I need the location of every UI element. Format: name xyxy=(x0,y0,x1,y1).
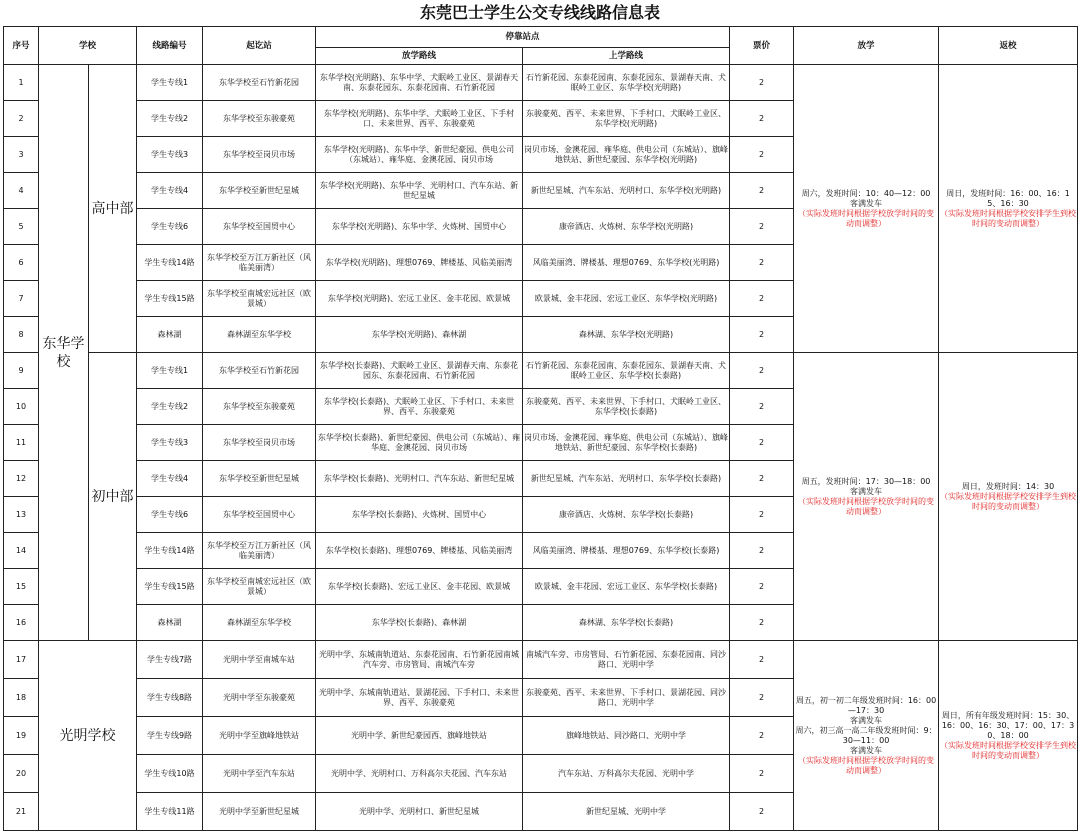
cell-index: 13 xyxy=(4,497,39,533)
school-guangming: 光明学校 xyxy=(39,641,137,831)
cell-after-school-route: 东华学校(光明路)、东华中学、光明村口、汽车东站、新世纪星城 xyxy=(316,173,523,209)
cell-after-school-route: 东华学校(光明路)、东华中学、犬眠岭工业区、景湖春天南、东泰花园东、东泰花园南、石竹新花园 xyxy=(316,65,523,101)
cell-route-no: 学生专线14路 xyxy=(137,533,203,569)
gm-after-adjust-note: （实际发班时间根据学校放学时间的变动而调整） xyxy=(798,755,935,775)
header-route-no: 线路编号 xyxy=(137,27,203,65)
header-after-school-route: 放学路线 xyxy=(316,48,523,65)
cell-after-school-route: 光明中学、光明村口、新世纪星城 xyxy=(316,793,523,831)
cell-fare: 2 xyxy=(730,569,794,605)
junior-return-time: 周日，发班时间：14：30 xyxy=(961,481,1055,491)
cell-index: 17 xyxy=(4,641,39,679)
cell-route-no: 学生专线4 xyxy=(137,461,203,497)
table-row xyxy=(4,353,1078,389)
cell-start-end: 森林湖至东华学校 xyxy=(203,605,316,641)
cell-to-school-route: 康帝酒店、火炼树、东华学校(光明路) xyxy=(523,209,730,245)
bus-route-table xyxy=(3,26,1078,831)
header-school: 学校 xyxy=(39,27,137,65)
cell-start-end: 东华学校至岗贝市场 xyxy=(203,137,316,173)
header-index: 序号 xyxy=(4,27,39,65)
cell-fare: 2 xyxy=(730,389,794,425)
cell-fare: 2 xyxy=(730,605,794,641)
senior-after-time: 周六，发班时间：10：40—12：00 xyxy=(801,188,931,198)
cell-route-no: 学生专线14路 xyxy=(137,245,203,281)
gm-return-time: 周日，所有年级发班时间：15：30、16：00、16：30、17：00、17：30、18：00 xyxy=(941,710,1075,740)
cell-to-school-route: 东骏豪苑、西平、未来世界、下手村口、景湖花园、同沙路口、光明中学 xyxy=(523,679,730,717)
cell-route-no: 学生专线2 xyxy=(137,389,203,425)
cell-index: 10 xyxy=(4,389,39,425)
cell-index: 6 xyxy=(4,245,39,281)
cell-fare: 2 xyxy=(730,245,794,281)
junior-after-adjust-note: （实际发班时间根据学校放学时间的变动而调整） xyxy=(798,496,935,516)
cell-fare: 2 xyxy=(730,793,794,831)
cell-route-no: 学生专线3 xyxy=(137,137,203,173)
cell-fare: 2 xyxy=(730,533,794,569)
cell-to-school-route: 石竹新花园、东泰花园南、东泰花园东、景湖春天南、犬眠岭工业区、东华学校(光明路) xyxy=(523,65,730,101)
gm-return-adjust-note: （实际发班时间根据学校安排学生到校时间的变动而调整） xyxy=(940,740,1077,760)
table-row xyxy=(4,65,1078,101)
cell-index: 7 xyxy=(4,281,39,317)
gm-after-time-2: 周六，初三高一高二年级发班时间：9：30—11：00 xyxy=(795,725,937,745)
cell-to-school-route: 石竹新花园、东泰花园南、东泰花园东、景湖春天南、犬眠岭工业区、东华学校(长泰路) xyxy=(523,353,730,389)
cell-after-school-route: 东华学校(长泰路)、新世纪豪园、供电公司（东城站）、雍华庭、金澳花园、岗贝市场 xyxy=(316,425,523,461)
cell-to-school-route: 东骏豪苑、西平、未来世界、下手村口、犬眠岭工业区、东华学校(长泰路) xyxy=(523,389,730,425)
cell-index: 12 xyxy=(4,461,39,497)
cell-fare: 2 xyxy=(730,137,794,173)
header-start-end: 起讫站 xyxy=(203,27,316,65)
cell-to-school-route: 汽车东站、万科高尔夫花园、光明中学 xyxy=(523,755,730,793)
cell-start-end: 东华学校至东骏豪苑 xyxy=(203,389,316,425)
cell-after-school-route: 东华学校(长泰路)、宏远工业区、金丰花园、欧景城 xyxy=(316,569,523,605)
cell-index: 18 xyxy=(4,679,39,717)
cell-to-school-route: 岗贝市场、金澳花园、雍华庭、供电公司（东城站）、旗峰地铁站、新世纪豪园、东华学校(长泰路) xyxy=(523,425,730,461)
cell-after-school-route: 东华学校(长泰路)、火炼树、国贸中心 xyxy=(316,497,523,533)
junior-return-adjust-note: （实际发班时间根据学校安排学生到校时间的变动而调整） xyxy=(940,491,1077,511)
cell-after-school-route: 东华学校(长泰路)、理想0769、牌楼基、风临美丽湾 xyxy=(316,533,523,569)
cell-after-school-route: 东华学校(长泰路)、犬眠岭工业区、景湖春天南、东泰花园东、东泰花园南、石竹新花园 xyxy=(316,353,523,389)
cell-route-no: 学生专线3 xyxy=(137,425,203,461)
cell-index: 16 xyxy=(4,605,39,641)
cell-to-school-route: 欧景城、金丰花园、宏远工业区、东华学校(光明路) xyxy=(523,281,730,317)
cell-index: 4 xyxy=(4,173,39,209)
cell-route-no: 学生专线15路 xyxy=(137,569,203,605)
cell-fare: 2 xyxy=(730,641,794,679)
header-to-school-route: 上学路线 xyxy=(523,48,730,65)
cell-start-end: 东华学校至东骏豪苑 xyxy=(203,101,316,137)
header-stops: 停靠站点 xyxy=(316,27,730,48)
cell-route-no: 学生专线4 xyxy=(137,173,203,209)
cell-after-school-route: 东华学校(光明路)、东华中学、新世纪豪园、供电公司（东城站）、雍华庭、金澳花园、岗贝市场 xyxy=(316,137,523,173)
cell-start-end: 东华学校至新世纪星城 xyxy=(203,461,316,497)
cell-route-no: 学生专线8路 xyxy=(137,679,203,717)
cell-fare: 2 xyxy=(730,317,794,353)
cell-start-end: 东华学校至国贸中心 xyxy=(203,497,316,533)
cell-fare: 2 xyxy=(730,497,794,533)
cell-route-no: 学生专线2 xyxy=(137,101,203,137)
cell-fare: 2 xyxy=(730,353,794,389)
cell-to-school-route: 欧景城、金丰花园、宏远工业区、东华学校(长泰路) xyxy=(523,569,730,605)
cell-index: 5 xyxy=(4,209,39,245)
cell-to-school-route: 森林湖、东华学校(长泰路) xyxy=(523,605,730,641)
cell-route-no: 学生专线10路 xyxy=(137,755,203,793)
table-row xyxy=(4,641,1078,679)
dept-junior: 初中部 xyxy=(89,353,137,641)
cell-index: 8 xyxy=(4,317,39,353)
cell-start-end: 东华学校至万江万新社区（风临美丽湾） xyxy=(203,245,316,281)
cell-after-school-route: 东华学校(光明路)、森林湖 xyxy=(316,317,523,353)
junior-after-time: 周五，发班时间：17：30—18：00 xyxy=(801,476,931,486)
cell-fare: 2 xyxy=(730,717,794,755)
cell-start-end: 光明中学至旗峰地铁站 xyxy=(203,717,316,755)
gm-after-note-1: 客满发车 xyxy=(850,715,883,725)
cell-after-school-route: 东华学校(长泰路)、森林湖 xyxy=(316,605,523,641)
cell-start-end: 东华学校至南城宏远社区（欧景城） xyxy=(203,281,316,317)
cell-to-school-route: 新世纪星城、汽车东站、光明村口、东华学校(光明路) xyxy=(523,173,730,209)
cell-start-end: 东华学校至国贸中心 xyxy=(203,209,316,245)
header-fare: 票价 xyxy=(730,27,794,65)
cell-index: 2 xyxy=(4,101,39,137)
dept-senior: 高中部 xyxy=(89,65,137,353)
cell-index: 1 xyxy=(4,65,39,101)
cell-after-school-route: 光明中学、东城南轨道站、景湖花园、下手村口、未来世界、西平、东骏豪苑 xyxy=(316,679,523,717)
senior-after-school-schedule xyxy=(794,65,939,353)
cell-route-no: 学生专线15路 xyxy=(137,281,203,317)
school-donghua: 东华学校 xyxy=(39,65,89,641)
junior-after-school-schedule xyxy=(794,353,939,641)
cell-index: 14 xyxy=(4,533,39,569)
cell-index: 15 xyxy=(4,569,39,605)
senior-return-adjust-note: （实际发班时间根据学校安排学生到校时间的变动而调整） xyxy=(940,208,1077,228)
senior-return-time: 周日，发班时间：16：00、16：15、16：30 xyxy=(946,188,1070,208)
cell-start-end: 东华学校至石竹新花园 xyxy=(203,353,316,389)
cell-start-end: 光明中学至汽车东站 xyxy=(203,755,316,793)
cell-route-no: 学生专线11路 xyxy=(137,793,203,831)
cell-to-school-route: 新世纪星城、光明中学 xyxy=(523,793,730,831)
cell-after-school-route: 光明中学、东城南轨道站、东泰花园南、石竹新花园南城汽车旁、市房管局、南城汽车旁 xyxy=(316,641,523,679)
cell-after-school-route: 东华学校(光明路)、东华中学、火炼树、国贸中心 xyxy=(316,209,523,245)
cell-after-school-route: 东华学校(光明路)、理想0769、牌楼基、风临美丽湾 xyxy=(316,245,523,281)
cell-start-end: 东华学校至新世纪星城 xyxy=(203,173,316,209)
cell-route-no: 学生专线9路 xyxy=(137,717,203,755)
cell-start-end: 东华学校至南城宏远社区（欧景城） xyxy=(203,569,316,605)
page-title: 东莞巴士学生公交专线线路信息表 xyxy=(419,3,660,22)
cell-route-no: 森林湖 xyxy=(137,605,203,641)
senior-after-adjust-note: （实际发班时间根据学校放学时间的变动而调整） xyxy=(798,208,935,228)
cell-fare: 2 xyxy=(730,461,794,497)
cell-index: 11 xyxy=(4,425,39,461)
cell-fare: 2 xyxy=(730,209,794,245)
cell-route-no: 森林湖 xyxy=(137,317,203,353)
cell-start-end: 光明中学至东骏豪苑 xyxy=(203,679,316,717)
cell-index: 21 xyxy=(4,793,39,831)
cell-index: 3 xyxy=(4,137,39,173)
cell-after-school-route: 光明中学、新世纪豪园西、旗峰地铁站 xyxy=(316,717,523,755)
cell-index: 20 xyxy=(4,755,39,793)
cell-to-school-route: 岗贝市场、金澳花园、雍华庭、供电公司（东城站）、旗峰地铁站、新世纪豪园、东华学校(光明路) xyxy=(523,137,730,173)
guangming-after-school-schedule xyxy=(794,641,939,831)
cell-route-no: 学生专线6 xyxy=(137,209,203,245)
cell-fare: 2 xyxy=(730,101,794,137)
senior-return-schedule xyxy=(939,65,1078,353)
cell-to-school-route: 森林湖、东华学校(光明路) xyxy=(523,317,730,353)
header-after-school: 放学 xyxy=(794,27,939,65)
cell-fare: 2 xyxy=(730,679,794,717)
cell-fare: 2 xyxy=(730,65,794,101)
cell-route-no: 学生专线6 xyxy=(137,497,203,533)
cell-to-school-route: 东骏豪苑、西平、未来世界、下手村口、犬眠岭工业区、东华学校(光明路) xyxy=(523,101,730,137)
cell-index: 9 xyxy=(4,353,39,389)
cell-route-no: 学生专线1 xyxy=(137,65,203,101)
junior-after-note: 客满发车 xyxy=(850,486,883,496)
cell-after-school-route: 东华学校(光明路)、东华中学、犬眠岭工业区、下手村口、未来世界、西平、东骏豪苑 xyxy=(316,101,523,137)
cell-fare: 2 xyxy=(730,281,794,317)
cell-index: 19 xyxy=(4,717,39,755)
cell-after-school-route: 东华学校(光明路)、宏远工业区、金丰花园、欧景城 xyxy=(316,281,523,317)
cell-fare: 2 xyxy=(730,755,794,793)
gm-after-note-2: 客满发车 xyxy=(850,745,883,755)
cell-start-end: 光明中学至新世纪星城 xyxy=(203,793,316,831)
cell-to-school-route: 康帝酒店、火炼树、东华学校(长泰路) xyxy=(523,497,730,533)
senior-after-note: 客满发车 xyxy=(850,198,883,208)
cell-after-school-route: 光明中学、光明村口、万科高尔夫花园、汽车东站 xyxy=(316,755,523,793)
cell-fare: 2 xyxy=(730,173,794,209)
cell-after-school-route: 东华学校(长泰路)、犬眠岭工业区、下手村口、未来世界、西平、东骏豪苑 xyxy=(316,389,523,425)
cell-start-end: 森林湖至东华学校 xyxy=(203,317,316,353)
cell-start-end: 东华学校至万江万新社区（风临美丽湾） xyxy=(203,533,316,569)
cell-start-end: 光明中学至南城车站 xyxy=(203,641,316,679)
cell-route-no: 学生专线7路 xyxy=(137,641,203,679)
gm-after-time-1: 周五，初一初二年级发班时间：16：00—17：30 xyxy=(795,695,937,715)
cell-to-school-route: 旗峰地铁站、同沙路口、光明中学 xyxy=(523,717,730,755)
cell-to-school-route: 风临美丽湾、牌楼基、理想0769、东华学校(长泰路) xyxy=(523,533,730,569)
cell-to-school-route: 新世纪星城、汽车东站、光明村口、东华学校(长泰路) xyxy=(523,461,730,497)
guangming-return-schedule xyxy=(939,641,1078,831)
cell-start-end: 东华学校至岗贝市场 xyxy=(203,425,316,461)
header-return: 返校 xyxy=(939,27,1078,65)
cell-to-school-route: 南城汽车旁、市房管局、石竹新花园、东泰花园南、同沙路口、光明中学 xyxy=(523,641,730,679)
cell-after-school-route: 东华学校(长泰路)、光明村口、汽车东站、新世纪星城 xyxy=(316,461,523,497)
junior-return-schedule xyxy=(939,353,1078,641)
cell-start-end: 东华学校至石竹新花园 xyxy=(203,65,316,101)
header-row-1 xyxy=(4,27,1078,48)
cell-route-no: 学生专线1 xyxy=(137,353,203,389)
cell-fare: 2 xyxy=(730,425,794,461)
cell-to-school-route: 风临美丽湾、牌楼基、理想0769、东华学校(光明路) xyxy=(523,245,730,281)
